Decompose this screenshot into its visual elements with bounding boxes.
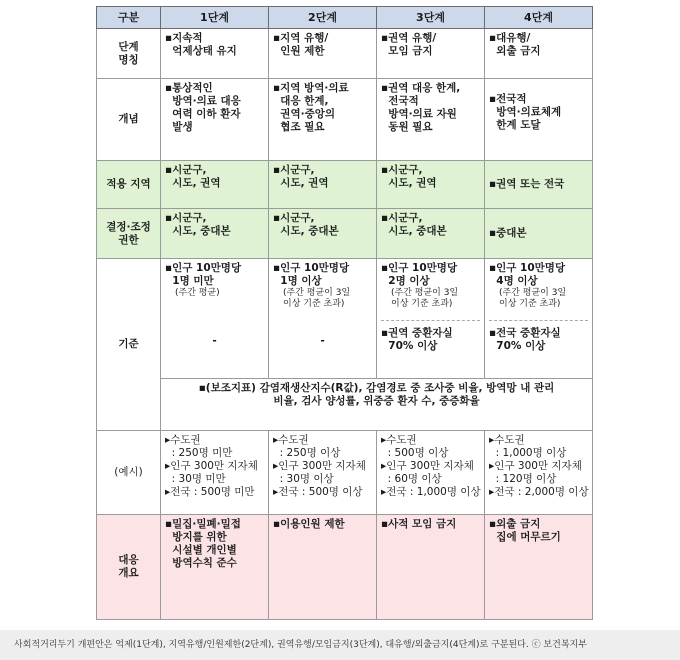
label-area: 적용 지역 [97,161,161,209]
header-stage-2: 2단계 [269,7,377,29]
cell-name-3: ▪권역 유행/ 모임 금지 [377,29,485,79]
label-decision: 결정·조정 권한 [97,209,161,259]
criteria-4-sub: (주간 평균이 3일 이상 기준 초과) [499,288,567,309]
row-criteria [97,259,593,379]
distancing-stages-table [96,6,593,620]
cell-example-4: ▸수도권 : 1,000명 이상 ▸인구 300만 지자체 : 120명 이상 ▸전국 : 2,000명 이상 [485,431,593,515]
criteria-3-severe: ▪권역 중환자실 70% 이상 [381,320,480,353]
cell-area-1: ▪시군구, 시도, 권역 [161,161,269,209]
header-stage-3: 3단계 [377,7,485,29]
cell-name-4: ▪대유행/ 외출 금지 [485,29,593,79]
criteria-1-sub: (주간 평균) [175,288,220,298]
cell-concept-2: ▪지역 방역·의료 대응 한계, 권역·중앙의 협조 필요 [269,79,377,161]
cell-criteria-4 [485,259,593,379]
header-stage-1: 1단계 [161,7,269,29]
cell-criteria-1 [161,259,269,379]
label-example: (예시) [97,431,161,515]
cell-decision-4: ▪중대본 [485,209,593,259]
cell-decision-2: ▪시군구, 시도, 중대본 [269,209,377,259]
row-response [97,515,593,620]
cell-example-2: ▸수도권 : 250명 이상 ▸인구 300만 지자체 : 30명 이상 ▸전국 : 500명 이상 [269,431,377,515]
cell-area-4: ▪권역 또는 전국 [485,161,593,209]
cell-response-1: ▪밀집·밀폐·밀접 방지를 위한 시설별 개인별 방역수칙 준수 [161,515,269,620]
criteria-4-main: ▪인구 10만명당 4명 이상 [489,262,566,287]
cell-response-3: ▪사적 모임 금지 [377,515,485,620]
cell-decision-3: ▪시군구, 시도, 중대본 [377,209,485,259]
cell-area-3: ▪시군구, 시도, 권역 [377,161,485,209]
row-criteria-aux [97,379,593,431]
cell-decision-1: ▪시군구, 시도, 중대본 [161,209,269,259]
label-response: 대응 개요 [97,515,161,620]
criteria-2-main: ▪인구 10만명당 1명 이상 [273,262,350,287]
image-caption: 사회적거리두기 개편안은 억제(1단계), 지역유행/인원제한(2단계), 권역유행/모임금지(3단계), 대유행/외출금지(4단계)로 구분된다. ⓒ 보건복지부 [0,630,680,660]
cell-concept-1: ▪통상적인 방역·의료 대응 여력 이하 환자 발생 [161,79,269,161]
row-area [97,161,593,209]
criteria-1-severe: - [212,335,217,347]
criteria-3-sub: (주간 평균이 3일 이상 기준 초과) [391,288,459,309]
label-concept: 개념 [97,79,161,161]
label-stage-name: 단계 명칭 [97,29,161,79]
cell-example-3: ▸수도권 : 500명 이상 ▸인구 300만 지자체 : 60명 이상 ▸전국 : 1,000명 이상 [377,431,485,515]
cell-name-1: ▪지속적 억제상태 유지 [161,29,269,79]
cell-example-1: ▸수도권 : 250명 미만 ▸인구 300만 지자체 : 30명 미만 ▸전국 : 500명 미만 [161,431,269,515]
cell-concept-4: ▪전국적 방역·의료체계 한계 도달 [485,79,593,161]
cell-response-2: ▪이용인원 제한 [269,515,377,620]
header-category: 구분 [97,7,161,29]
cell-name-2: ▪지역 유행/ 인원 제한 [269,29,377,79]
criteria-3-main: ▪인구 10만명당 2명 이상 [381,262,458,287]
row-example [97,431,593,515]
cell-criteria-3 [377,259,485,379]
cell-response-4: ▪외출 금지 집에 머무르기 [485,515,593,620]
row-decision [97,209,593,259]
criteria-2-sub: (주간 평균이 3일 이상 기준 초과) [283,288,351,309]
cell-criteria-2 [269,259,377,379]
header-stage-4: 4단계 [485,7,593,29]
row-stage-name [97,29,593,79]
criteria-1-main: ▪인구 10만명당 1명 미만 [165,262,242,287]
criteria-2-severe: - [320,335,325,347]
cell-concept-3: ▪권역 대응 한계, 전국적 방역·의료 자원 동원 필요 [377,79,485,161]
criteria-aux-indicators: ▪(보조지표) 감염재생산지수(R값), 감염경로 중 조사중 비율, 방역망 내 관리 비율, 검사 양성률, 위중증 환자 수, 중증화율 [161,379,593,431]
criteria-4-severe: ▪전국 중환자실 70% 이상 [489,320,588,353]
row-concept [97,79,593,161]
cell-area-2: ▪시군구, 시도, 권역 [269,161,377,209]
header-row [97,7,593,29]
label-criteria: 기준 [97,259,161,431]
